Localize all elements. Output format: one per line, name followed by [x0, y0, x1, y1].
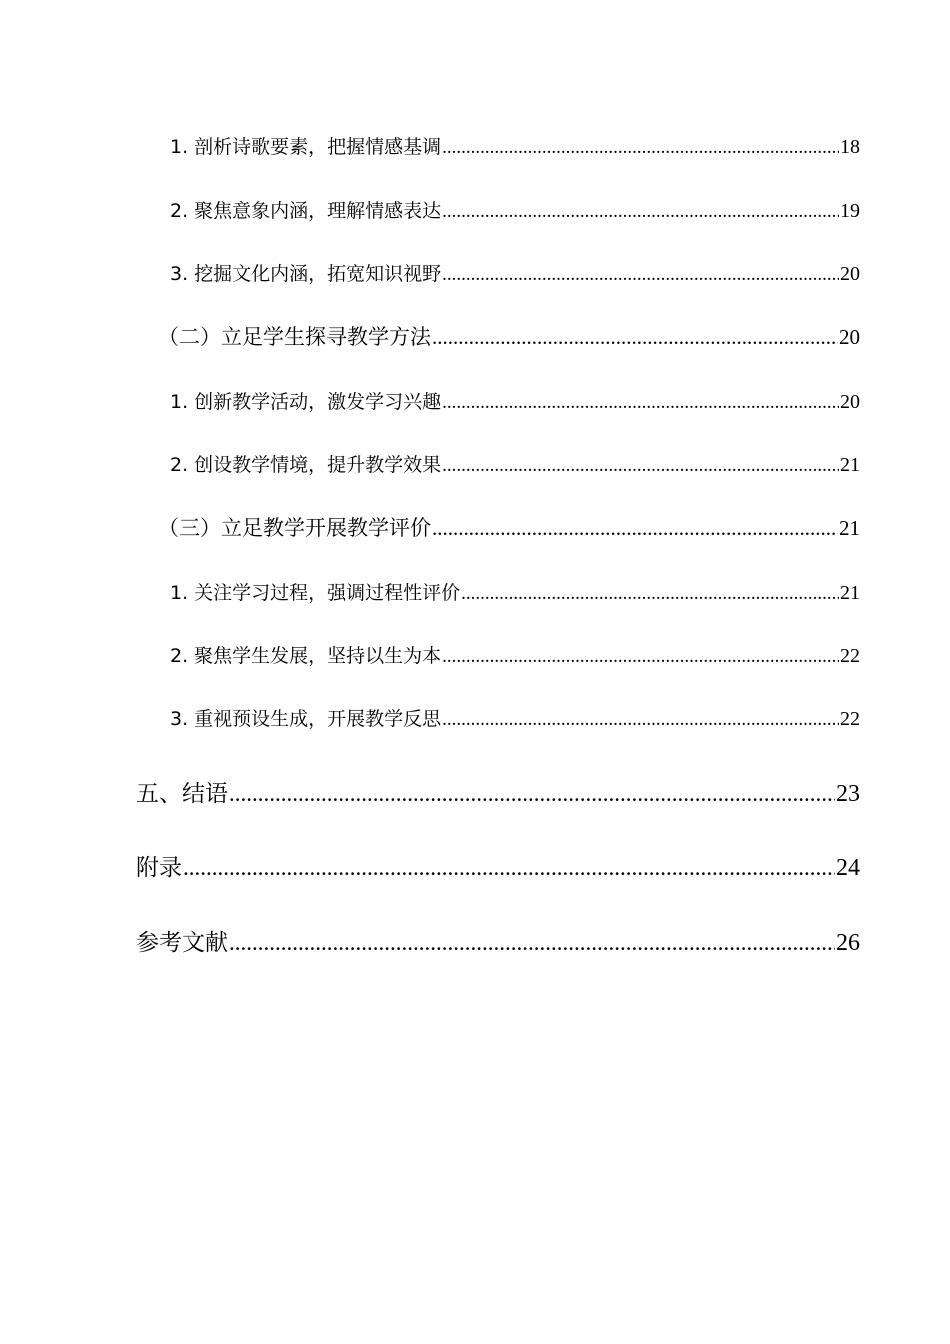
toc-page-number: 21 — [840, 454, 860, 476]
toc-dot-leader — [442, 201, 839, 223]
toc-dot-leader — [229, 930, 835, 956]
toc-entry[interactable] — [170, 578, 860, 605]
toc-entry-label: 3. 重视预设生成，开展教学反思 — [170, 708, 442, 730]
toc-dot-leader — [442, 264, 839, 286]
toc-page-number: 21 — [840, 582, 860, 604]
toc-entry[interactable] — [170, 450, 860, 477]
toc-page-number: 20 — [840, 391, 860, 413]
toc-entry[interactable] — [158, 512, 860, 542]
toc-dot-leader — [229, 781, 835, 807]
toc-page-number: 20 — [839, 325, 860, 349]
toc-entry-label: 五、结语 — [136, 781, 228, 807]
toc-entry-label: 参考文献 — [136, 930, 228, 956]
toc-entry[interactable] — [170, 196, 860, 223]
toc-entry[interactable] — [158, 321, 860, 351]
toc-entry-label: （三）立足教学开展教学评价 — [158, 516, 431, 540]
toc-dot-leader — [442, 709, 839, 731]
toc-entry[interactable] — [170, 641, 860, 668]
toc-dot-leader — [442, 455, 839, 477]
toc-dot-leader — [442, 392, 839, 414]
toc-entry[interactable] — [136, 849, 860, 882]
toc-entry-label: 1. 关注学习过程，强调过程性评价 — [170, 582, 461, 604]
toc-entry-label: 1. 剖析诗歌要素，把握情感基调 — [170, 136, 442, 158]
toc-page-number: 20 — [840, 263, 860, 285]
toc-page-number: 22 — [840, 645, 860, 667]
toc-entry[interactable] — [136, 775, 860, 808]
toc-page-number: 24 — [836, 855, 860, 881]
toc-entry[interactable] — [136, 924, 860, 957]
toc-entry[interactable] — [170, 704, 860, 731]
toc-page-number: 19 — [840, 200, 860, 222]
toc-entry-label: 2. 创设教学情境，提升教学效果 — [170, 454, 442, 476]
toc-entry-label: 3. 挖掘文化内涵，拓宽知识视野 — [170, 263, 442, 285]
toc-dot-leader — [183, 855, 835, 881]
toc-dot-leader — [461, 583, 839, 605]
toc-page-number: 23 — [836, 781, 860, 807]
toc-entry-label: 附录 — [136, 855, 182, 881]
toc-entry[interactable] — [170, 387, 860, 414]
toc-page-number: 26 — [836, 930, 860, 956]
toc-dot-leader — [432, 516, 838, 541]
toc-page-number: 22 — [840, 708, 860, 730]
toc-page-number: 18 — [840, 136, 860, 158]
toc-entry[interactable] — [170, 132, 860, 159]
toc-entry-label: 2. 聚焦意象内涵，理解情感表达 — [170, 200, 442, 222]
toc-page-number: 21 — [839, 516, 860, 540]
toc-entry-label: 1. 创新教学活动，激发学习兴趣 — [170, 391, 442, 413]
toc-entry-label: 2. 聚焦学生发展，坚持以生为本 — [170, 645, 442, 667]
toc-dot-leader — [432, 325, 838, 350]
toc-dot-leader — [442, 137, 839, 159]
toc-dot-leader — [442, 646, 839, 668]
toc-entry[interactable] — [170, 259, 860, 286]
toc-entry-label: （二）立足学生探寻教学方法 — [158, 325, 431, 349]
